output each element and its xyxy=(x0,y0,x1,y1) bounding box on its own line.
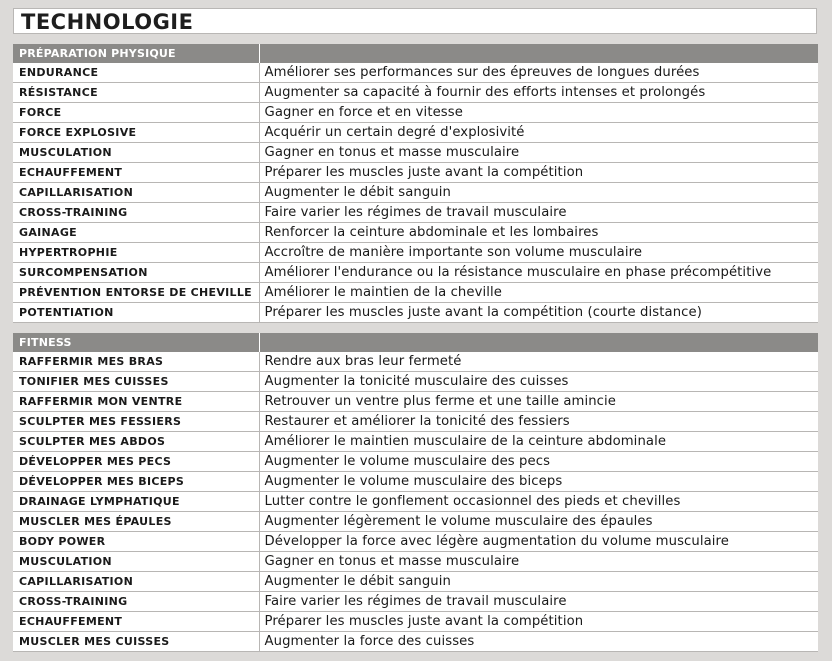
row-name: CROSS-TRAINING xyxy=(13,592,259,612)
row-name: ENDURANCE xyxy=(13,63,259,83)
row-name: RÉSISTANCE xyxy=(13,83,259,103)
table-row xyxy=(13,243,818,263)
row-description: Accroître de manière importante son volume musculaire xyxy=(259,243,818,263)
row-description: Restaurer et améliorer la tonicité des fessiers xyxy=(259,412,818,432)
row-description: Gagner en tonus et masse musculaire xyxy=(259,143,818,163)
row-name: RAFFERMIR MES BRAS xyxy=(13,352,259,372)
table-row xyxy=(13,352,818,372)
table-row xyxy=(13,592,818,612)
row-name: RAFFERMIR MON VENTRE xyxy=(13,392,259,412)
row-name: CAPILLARISATION xyxy=(13,183,259,203)
table-row xyxy=(13,63,818,83)
row-name: CAPILLARISATION xyxy=(13,572,259,592)
row-description: Augmenter sa capacité à fournir des efforts intenses et prolongés xyxy=(259,83,818,103)
row-description: Retrouver un ventre plus ferme et une taille amincie xyxy=(259,392,818,412)
table-row xyxy=(13,612,818,632)
row-name: SCULPTER MES ABDOS xyxy=(13,432,259,452)
row-name: DÉVELOPPER MES PECS xyxy=(13,452,259,472)
section-table-fitness xyxy=(13,333,818,652)
row-name: BODY POWER xyxy=(13,532,259,552)
table-row xyxy=(13,203,818,223)
row-name: MUSCLER MES CUISSES xyxy=(13,632,259,652)
table-row xyxy=(13,223,818,243)
table-row xyxy=(13,123,818,143)
table-row xyxy=(13,392,818,412)
row-name: SURCOMPENSATION xyxy=(13,263,259,283)
table-row xyxy=(13,552,818,572)
row-description: Faire varier les régimes de travail musculaire xyxy=(259,203,818,223)
section-header-row xyxy=(13,44,818,63)
row-name: DRAINAGE LYMPHATIQUE xyxy=(13,492,259,512)
row-description: Améliorer le maintien de la cheville xyxy=(259,283,818,303)
table-row xyxy=(13,472,818,492)
row-name: DÉVELOPPER MES BICEPS xyxy=(13,472,259,492)
row-name: TONIFIER MES CUISSES xyxy=(13,372,259,392)
row-description: Faire varier les régimes de travail musculaire xyxy=(259,592,818,612)
row-name: MUSCLER MES ÉPAULES xyxy=(13,512,259,532)
table-row xyxy=(13,452,818,472)
table-row xyxy=(13,163,818,183)
section-header-blank xyxy=(259,333,818,352)
row-name: CROSS-TRAINING xyxy=(13,203,259,223)
row-description: Lutter contre le gonflement occasionnel des pieds et chevilles xyxy=(259,492,818,512)
row-description: Augmenter le débit sanguin xyxy=(259,183,818,203)
table-row xyxy=(13,83,818,103)
section-header: PRÉPARATION PHYSIQUE xyxy=(13,44,259,63)
page-title: TECHNOLOGIE xyxy=(21,10,194,34)
row-name: HYPERTROPHIE xyxy=(13,243,259,263)
table-row xyxy=(13,143,818,163)
row-name: PRÉVENTION ENTORSE DE CHEVILLE xyxy=(13,283,259,303)
row-name: GAINAGE xyxy=(13,223,259,243)
table-row xyxy=(13,632,818,652)
table-row xyxy=(13,412,818,432)
row-description: Rendre aux bras leur fermeté xyxy=(259,352,818,372)
table-row xyxy=(13,492,818,512)
row-description: Augmenter le volume musculaire des pecs xyxy=(259,452,818,472)
row-description: Développer la force avec légère augmentation du volume musculaire xyxy=(259,532,818,552)
row-description: Gagner en force et en vitesse xyxy=(259,103,818,123)
table-row xyxy=(13,372,818,392)
row-description: Préparer les muscles juste avant la compétition xyxy=(259,612,818,632)
row-name: FORCE xyxy=(13,103,259,123)
row-name: SCULPTER MES FESSIERS xyxy=(13,412,259,432)
table-row xyxy=(13,572,818,592)
section-header: FITNESS xyxy=(13,333,259,352)
row-description: Préparer les muscles juste avant la compétition (courte distance) xyxy=(259,303,818,323)
row-description: Renforcer la ceinture abdominale et les lombaires xyxy=(259,223,818,243)
row-description: Améliorer le maintien musculaire de la ceinture abdominale xyxy=(259,432,818,452)
table-row xyxy=(13,283,818,303)
row-description: Acquérir un certain degré d'explosivité xyxy=(259,123,818,143)
row-description: Augmenter la force des cuisses xyxy=(259,632,818,652)
row-name: ECHAUFFEMENT xyxy=(13,612,259,632)
row-description: Améliorer l'endurance ou la résistance musculaire en phase précompétitive xyxy=(259,263,818,283)
row-name: MUSCULATION xyxy=(13,143,259,163)
table-row xyxy=(13,183,818,203)
row-description: Augmenter le volume musculaire des biceps xyxy=(259,472,818,492)
row-name: MUSCULATION xyxy=(13,552,259,572)
table-row xyxy=(13,103,818,123)
row-description: Améliorer ses performances sur des épreuves de longues durées xyxy=(259,63,818,83)
section-header-blank xyxy=(259,44,818,63)
title-box xyxy=(13,8,817,34)
row-description: Augmenter le débit sanguin xyxy=(259,572,818,592)
table-row xyxy=(13,263,818,283)
row-description: Gagner en tonus et masse musculaire xyxy=(259,552,818,572)
row-description: Augmenter la tonicité musculaire des cuisses xyxy=(259,372,818,392)
table-row xyxy=(13,303,818,323)
section-header-row xyxy=(13,333,818,352)
row-name: FORCE EXPLOSIVE xyxy=(13,123,259,143)
table-row xyxy=(13,512,818,532)
row-description: Préparer les muscles juste avant la compétition xyxy=(259,163,818,183)
table-row xyxy=(13,432,818,452)
section-table-preparation-physique xyxy=(13,44,818,323)
row-name: ECHAUFFEMENT xyxy=(13,163,259,183)
table-row xyxy=(13,532,818,552)
row-description: Augmenter légèrement le volume musculaire des épaules xyxy=(259,512,818,532)
row-name: POTENTIATION xyxy=(13,303,259,323)
